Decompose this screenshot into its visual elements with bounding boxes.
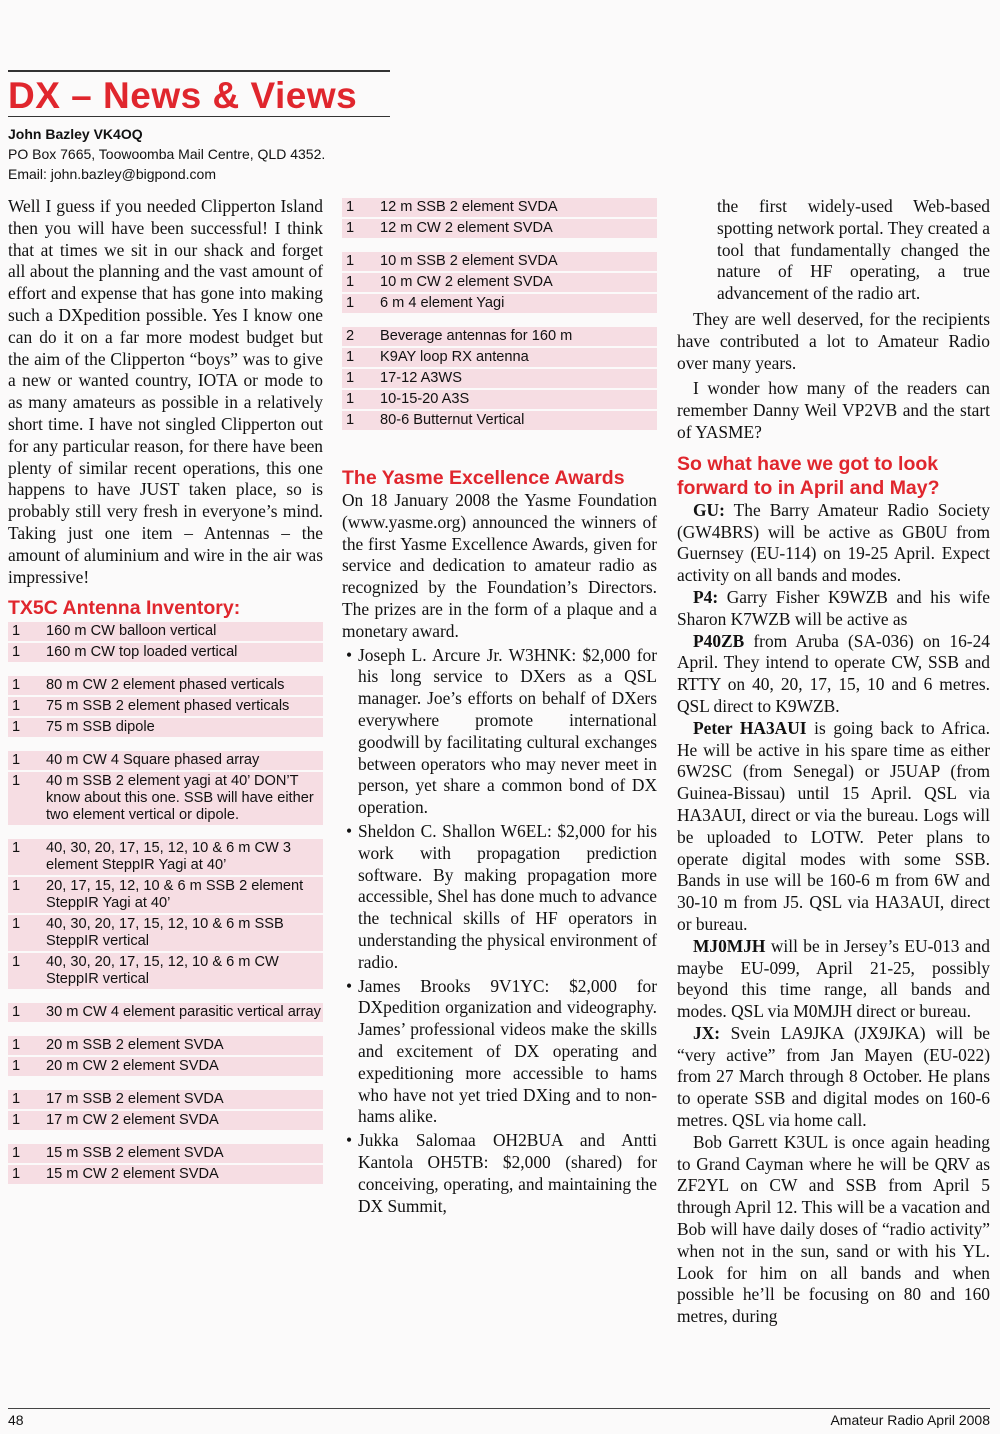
quantity-cell: 1 xyxy=(8,622,44,641)
antenna-cell: 10 m SSB 2 element SVDA xyxy=(378,252,657,271)
antenna-cell: 40 m SSB 2 element yagi at 40’ DON’T know about this one. SSB will have either two element vertical or dipole. xyxy=(44,772,323,825)
p4-paragraph: P4: Garry Fisher K9WZB and his wife Sharon K7WZB will be active as xyxy=(677,586,990,629)
table-row xyxy=(8,877,323,913)
table-spacer xyxy=(8,991,323,1001)
author-name: John Bazley VK4OQ xyxy=(8,126,143,142)
quantity-cell: 1 xyxy=(342,411,378,430)
winners-list xyxy=(342,645,657,1218)
quantity-cell: 1 xyxy=(8,718,44,737)
quantity-cell: 1 xyxy=(8,1036,44,1055)
table-spacer xyxy=(8,1078,323,1088)
table-spacer xyxy=(342,240,657,250)
table-row xyxy=(342,273,657,292)
table-spacer xyxy=(8,664,323,674)
table-row xyxy=(8,1111,323,1130)
quantity-cell: 1 xyxy=(342,294,378,313)
quantity-cell: 1 xyxy=(8,1090,44,1109)
quantity-cell: 1 xyxy=(8,839,44,875)
table-row xyxy=(8,1165,323,1184)
jx-paragraph: JX: Svein LA9JKA (JX9JKA) will be “very active” from Jan Mayen (EU-022) from 27 March through 8 October. He plans to operate SSB and digital modes on 160-6 metres. QSL via home call. xyxy=(677,1022,990,1131)
footer-rule xyxy=(8,1408,990,1409)
table-row xyxy=(8,676,323,695)
quantity-cell: 1 xyxy=(8,915,44,951)
peter-paragraph: Peter HA3AUI is going back to Africa. He will be active in his spare time as either 6W2SC (from Senegal) or J5UAP (from Guinea-Bissau) until 15 April. QSL via HA3AUI, direct or via the bureau. Logs will be uploaded to LOTW. Peter plans to operate digital modes with some SSB. Bands in use will be 160-6 m from 6W and 30-10 m from J5. QSL via HA3AUI, direct or bureau. xyxy=(677,717,990,934)
antenna-cell: 80 m CW 2 element phased verticals xyxy=(44,676,323,695)
quantity-cell: 1 xyxy=(8,676,44,695)
p40zb-paragraph: P40ZB from Aruba (SA-036) on 16-24 April. They intend to operate CW, SSB and RTTY on 40, 20, 17, 15, 10 and 6 metres. QSL direct to K9WZB. xyxy=(677,630,990,716)
winner-item: • Joseph L. Arcure Jr. W3HNK: $2,000 for his long service to DXers as a QSL manager. Joe’s efforts on behalf of DXers everywhere promote international goodwill by facilitating cultural exchanges between operators who may never meet in person, yet share a common bond of DX operation. xyxy=(346,644,657,818)
table-row xyxy=(342,411,657,430)
antenna-cell: 20 m SSB 2 element SVDA xyxy=(44,1036,323,1055)
antenna-cell: 6 m 4 element Yagi xyxy=(378,294,657,313)
quantity-cell: 1 xyxy=(8,877,44,913)
quantity-cell: 1 xyxy=(8,1165,44,1184)
antenna-cell: 80-6 Butternut Vertical xyxy=(378,411,657,430)
antenna-cell: 40, 30, 20, 17, 15, 12, 10 & 6 m SSB SteppIR vertical xyxy=(44,915,323,951)
quantity-cell: 2 xyxy=(342,327,378,346)
table-row xyxy=(8,697,323,716)
antenna-cell: 40, 30, 20, 17, 15, 12, 10 & 6 m CW 3 element SteppIR Yagi at 40’ xyxy=(44,839,323,875)
column-2 xyxy=(342,196,657,1217)
table-spacer xyxy=(8,827,323,837)
table-row xyxy=(342,252,657,271)
intro-paragraph: Well I guess if you needed Clipperton Island then you will have been successful! I think that at times we sit in our shack and forget all about the planning and the vast amount of effort and expense that has gone into making such a DXpedition possible. Yes I know one can do it on a far more modest budget but the aim of the Clipperton “boys” was to give a new or wanted country, IOTA or mode to as many amateurs as possible in a relatively short time. I have not singled Clipperton out for any particular reason, for there have been plenty of similar recent operations, this one happens to have JUST taken place, so is probably still very fresh in everyone’s mind. Taking just one item – Antennas – the amount of aluminium and wire in the air was impressive! xyxy=(8,196,323,587)
antenna-cell: 40, 30, 20, 17, 15, 12, 10 & 6 m CW SteppIR vertical xyxy=(44,953,323,989)
inventory-table-part1 xyxy=(8,620,323,1186)
forward-heading: So what have we got to look forward to in April and May? xyxy=(677,452,940,499)
quantity-cell: 1 xyxy=(8,643,44,662)
antenna-cell: 40 m CW 4 Square phased array xyxy=(44,751,323,770)
quantity-cell: 1 xyxy=(8,751,44,770)
top-rule xyxy=(8,70,390,72)
antenna-cell: 20 m CW 2 element SVDA xyxy=(44,1057,323,1076)
table-spacer xyxy=(8,739,323,749)
quantity-cell: 1 xyxy=(342,390,378,409)
antenna-cell: 10 m CW 2 element SVDA xyxy=(378,273,657,292)
page-title: DX – News & Views xyxy=(8,75,358,116)
table-row xyxy=(8,839,323,875)
table-row xyxy=(8,1057,323,1076)
table-row xyxy=(8,1036,323,1055)
column-1 xyxy=(8,196,323,1186)
table-row xyxy=(8,915,323,951)
table-row xyxy=(8,953,323,989)
table-row xyxy=(8,1003,323,1022)
table-spacer xyxy=(8,1132,323,1142)
winner-item: • Sheldon C. Shallon W6EL: $2,000 for his work with propagation prediction software. By making propagation more accessible, Shel has done much to advance the technical skills of HF operators in understanding the physical environment of radio. xyxy=(346,820,657,972)
quantity-cell: 1 xyxy=(342,219,378,238)
antenna-cell: 160 m CW balloon vertical xyxy=(44,622,323,641)
inventory-heading: TX5C Antenna Inventory: xyxy=(8,597,241,620)
table-row xyxy=(8,751,323,770)
antenna-cell: 10-15-20 A3S xyxy=(378,390,657,409)
winner-item: • James Brooks 9V1YC: $2,000 for DXpedition organization and videography. James’ professional videos make the skills and excitement of DX operating and expeditioning more accessible to hams who have not yet tried DXing and to non-hams alike. xyxy=(346,975,657,1127)
table-row xyxy=(342,369,657,388)
table-row xyxy=(8,1090,323,1109)
author-address: PO Box 7665, Toowoomba Mail Centre, QLD 4352. xyxy=(8,146,326,162)
yasme-para-1: They are well deserved, for the recipients have contributed a lot to Amateur Radio over many years. xyxy=(677,308,990,373)
yasme-heading: The Yasme Excellence Awards xyxy=(342,467,625,489)
antenna-cell: 160 m CW top loaded vertical xyxy=(44,643,323,662)
quantity-cell: 1 xyxy=(8,1111,44,1130)
gu-paragraph: GU: The Barry Amateur Radio Society (GW4BRS) will be active as GB0U from Guernsey (EU-114) on 19-25 April. Expect activity on all bands and modes. xyxy=(677,499,990,586)
table-spacer xyxy=(342,315,657,325)
antenna-cell: 12 m SSB 2 element SVDA xyxy=(378,198,657,217)
quantity-cell: 1 xyxy=(8,697,44,716)
quantity-cell: 1 xyxy=(342,198,378,217)
publication-name: Amateur Radio April 2008 xyxy=(830,1412,990,1428)
column-3 xyxy=(677,196,990,1328)
table-row xyxy=(342,219,657,238)
table-row xyxy=(342,390,657,409)
quantity-cell: 1 xyxy=(8,1144,44,1163)
inventory-table-part2 xyxy=(342,196,657,432)
table-row xyxy=(8,622,323,641)
quantity-cell: 1 xyxy=(342,273,378,292)
antenna-cell: 30 m CW 4 element parasitic vertical array xyxy=(44,1003,323,1022)
quantity-cell: 1 xyxy=(342,369,378,388)
table-row xyxy=(8,718,323,737)
quantity-cell: 1 xyxy=(8,772,44,825)
antenna-cell: 17-12 A3WS xyxy=(378,369,657,388)
table-row xyxy=(342,294,657,313)
table-spacer xyxy=(8,1024,323,1034)
table-row xyxy=(8,772,323,825)
quantity-cell: 1 xyxy=(8,1057,44,1076)
antenna-cell: 17 m CW 2 element SVDA xyxy=(44,1111,323,1130)
yasme-intro: On 18 January 2008 the Yasme Foundation (www.yasme.org) announced the winners of the first Yasme Excellence Awards, given for service and dedication to amateur radio as recognized by the Foundation’s Directors. The prizes are in the form of a plaque and a monetary award. xyxy=(342,490,657,641)
antenna-cell: 17 m SSB 2 element SVDA xyxy=(44,1090,323,1109)
yasme-para-2: I wonder how many of the readers can remember Danny Weil VP2VB and the start of YASME? xyxy=(677,378,990,442)
antenna-cell: 75 m SSB dipole xyxy=(44,718,323,737)
antenna-cell: Beverage antennas for 160 m xyxy=(378,327,657,346)
quantity-cell: 1 xyxy=(8,953,44,989)
quantity-cell: 1 xyxy=(342,252,378,271)
table-row xyxy=(342,327,657,346)
antenna-cell: 12 m CW 2 element SVDA xyxy=(378,219,657,238)
table-row xyxy=(342,198,657,217)
quantity-cell: 1 xyxy=(8,1003,44,1022)
antenna-cell: K9AY loop RX antenna xyxy=(378,348,657,367)
winner-item: • Jukka Salomaa OH2BUA and Antti Kantola OH5TB: $2,000 (shared) for conceiving, operating, and maintaining the DX Summit, xyxy=(346,1130,657,1216)
mj-paragraph: MJ0MJH will be in Jersey’s EU-013 and maybe EU-099, April 21-25, possibly beyond this time range, all bands and modes. QSL via M0MJH direct or bureau. xyxy=(677,935,990,1022)
winner-continuation: the first widely-used Web-based spotting network portal. They created a tool that fundamentally changed the nature of HF operating, a true advancement of the radio art. xyxy=(717,196,991,304)
table-row xyxy=(8,643,323,662)
author-email: Email: john.bazley@bigpond.com xyxy=(8,166,216,182)
author-block xyxy=(8,124,325,184)
title-rule xyxy=(8,116,390,117)
table-row xyxy=(342,348,657,367)
page-number: 48 xyxy=(8,1412,24,1428)
table-row xyxy=(8,1144,323,1163)
quantity-cell: 1 xyxy=(342,348,378,367)
bob-paragraph: Bob Garrett K3UL is once again heading to Grand Cayman where he will be QRV as ZF2YL on CW and SSB from April 5 through April 12. This will be a vacation and Bob will have daily doses of “radio activity” when not in the sun, sand or with his YL. Look for him on all bands and when possible he’ll be focusing on 80 and 160 metres, during xyxy=(677,1131,990,1327)
antenna-cell: 15 m CW 2 element SVDA xyxy=(44,1165,323,1184)
antenna-cell: 20, 17, 15, 12, 10 & 6 m SSB 2 element SteppIR Yagi at 40’ xyxy=(44,877,323,913)
antenna-cell: 75 m SSB 2 element phased verticals xyxy=(44,697,323,716)
antenna-cell: 15 m SSB 2 element SVDA xyxy=(44,1144,323,1163)
